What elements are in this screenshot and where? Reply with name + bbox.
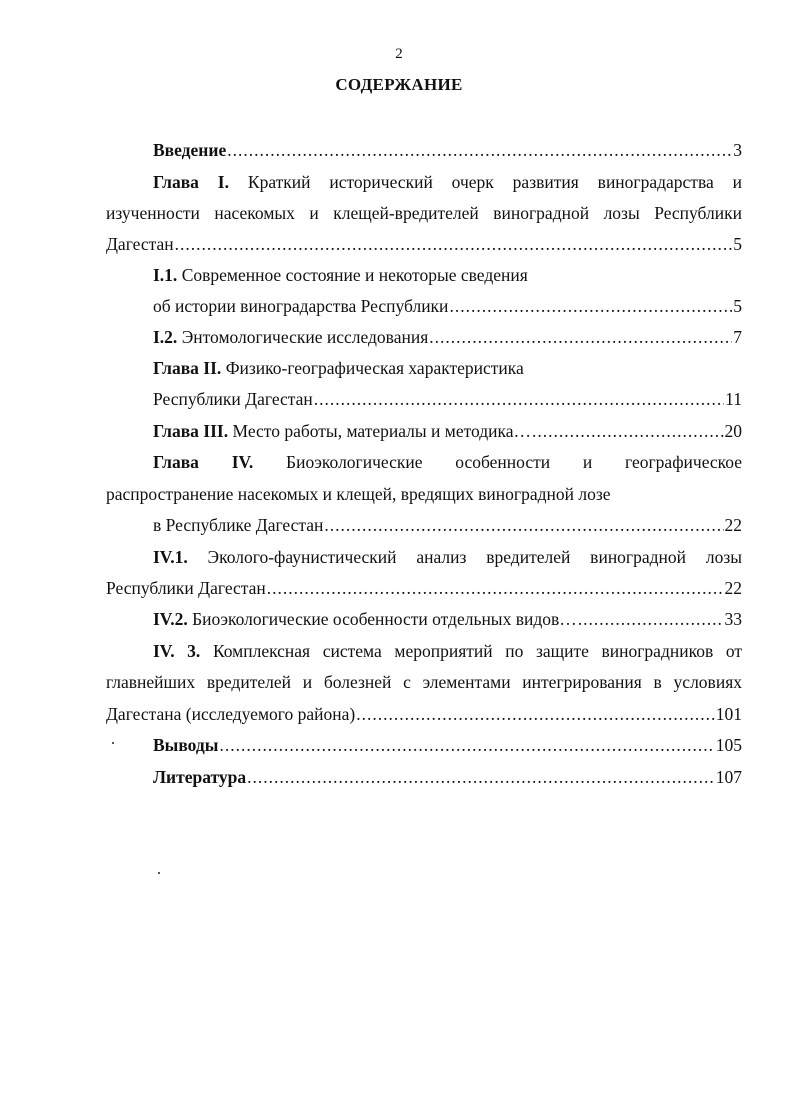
toc-entry-chapter-2-end bbox=[153, 387, 742, 411]
toc-entry-conclusions[interactable] bbox=[153, 733, 742, 757]
toc-entry-section-1-2[interactable] bbox=[153, 325, 742, 349]
leader-dots bbox=[449, 294, 732, 318]
toc-text: особенности bbox=[455, 452, 551, 472]
leader-dots bbox=[429, 325, 732, 349]
toc-text: об истории виноградарства Республики bbox=[153, 296, 449, 316]
toc-label: I.1. bbox=[153, 265, 178, 285]
page-number: 2 bbox=[395, 46, 403, 62]
toc-label: IV. bbox=[231, 452, 254, 472]
toc-text: Республики Дагестан bbox=[106, 578, 266, 598]
toc-label: Литература bbox=[153, 767, 247, 787]
toc-entry-intro[interactable] bbox=[153, 138, 742, 162]
toc-text: Энтомологические исследования bbox=[181, 327, 429, 347]
toc-text: Биоэкологические bbox=[286, 452, 423, 472]
toc-text: Дагестан bbox=[106, 234, 174, 254]
toc-label: Выводы bbox=[153, 735, 219, 755]
toc-label: Глава III. bbox=[153, 421, 229, 441]
leader-dots bbox=[532, 419, 723, 443]
scan-speck bbox=[112, 742, 114, 744]
leader-dots bbox=[578, 607, 724, 631]
toc-entry-section-1-1-end bbox=[153, 294, 742, 318]
leader-dots bbox=[324, 513, 723, 537]
toc-page: 20 bbox=[724, 421, 742, 441]
toc-page: 101 bbox=[715, 704, 742, 724]
leader-dots bbox=[314, 387, 724, 411]
toc-page: 105 bbox=[715, 735, 742, 755]
toc-text: в Республике Дагестан bbox=[153, 515, 324, 535]
toc-text: изученности насекомых и клещей-вредителей виноградной лозы Республики bbox=[106, 203, 742, 223]
leader-dots bbox=[247, 765, 715, 789]
toc-text: Место работы, материалы и методика… bbox=[232, 421, 532, 441]
toc-text: Эколого-фаунистический анализ вредителей виноградной лозы bbox=[207, 547, 742, 567]
toc-label: Глава II. bbox=[153, 358, 222, 378]
toc-entry-chapter-3[interactable] bbox=[153, 419, 742, 443]
toc-entry-chapter-4-cont bbox=[106, 482, 742, 506]
toc-text: Комплексная система мероприятий по защите виноградников от bbox=[212, 641, 742, 661]
toc-entry-chapter-4[interactable] bbox=[153, 450, 742, 474]
toc-text: Современное состояние и некоторые сведения bbox=[181, 265, 528, 285]
toc-page: 107 bbox=[715, 767, 742, 787]
toc-entry-chapter-1-cont bbox=[106, 201, 742, 225]
toc-text: Биоэкологические особенности отдельных видов… bbox=[192, 609, 577, 629]
toc-page: 33 bbox=[724, 609, 742, 629]
toc-text: Физико-географическая характеристика bbox=[225, 358, 524, 378]
leader-dots bbox=[175, 232, 733, 256]
toc-entry-chapter-4-end bbox=[153, 513, 742, 537]
toc-entry-section-4-3-end bbox=[106, 702, 742, 726]
toc-page: 3 bbox=[733, 140, 742, 160]
leader-dots bbox=[227, 138, 732, 162]
page-title: СОДЕРЖАНИЕ bbox=[335, 75, 463, 94]
toc-text: Республики Дагестан bbox=[153, 389, 313, 409]
toc-page: 22 bbox=[724, 578, 742, 598]
toc-entry-section-1-1[interactable] bbox=[153, 263, 742, 287]
toc-entry-literature[interactable] bbox=[153, 765, 742, 789]
toc-text: и bbox=[582, 452, 593, 472]
toc-entry-section-4-2[interactable] bbox=[153, 607, 742, 631]
toc-entry-section-4-3[interactable] bbox=[153, 639, 742, 663]
toc-label: I.2. bbox=[153, 327, 178, 347]
toc-entry-chapter-2[interactable] bbox=[153, 356, 742, 380]
toc-text: Дагестана (исследуемого района) bbox=[106, 704, 356, 724]
toc-text: географическое bbox=[625, 452, 743, 472]
scan-speck bbox=[158, 872, 160, 874]
leader-dots bbox=[219, 733, 714, 757]
toc-entry-section-4-3-cont bbox=[106, 670, 742, 694]
toc-page: 11 bbox=[725, 389, 742, 409]
toc-entry-section-4-1-end bbox=[106, 576, 742, 600]
toc-entry-section-4-1[interactable] bbox=[153, 545, 742, 569]
leader-dots bbox=[267, 576, 724, 600]
toc-page: 5 bbox=[733, 296, 742, 316]
leader-dots bbox=[356, 702, 715, 726]
toc-entry-chapter-1[interactable] bbox=[153, 170, 742, 194]
toc-label: IV.2. bbox=[153, 609, 188, 629]
toc-text: распространение насекомых и клещей, вредящих виноградной лозе bbox=[106, 484, 611, 504]
toc-entry-chapter-1-end bbox=[106, 232, 742, 256]
toc-page: 22 bbox=[724, 515, 742, 535]
toc-page: 7 bbox=[733, 327, 742, 347]
toc-label: Введение bbox=[153, 140, 227, 160]
toc-text: главнейших вредителей и болезней с элементами интегрирования в условиях bbox=[106, 672, 742, 692]
toc-label: Глава I. bbox=[153, 172, 229, 192]
toc-text: Краткий исторический очерк развития виноградарства и bbox=[247, 172, 743, 192]
toc-page: 5 bbox=[733, 234, 742, 254]
toc-label: IV.1. bbox=[153, 547, 188, 567]
toc-label: IV. 3. bbox=[153, 641, 201, 661]
toc-label: Глава bbox=[153, 452, 199, 472]
